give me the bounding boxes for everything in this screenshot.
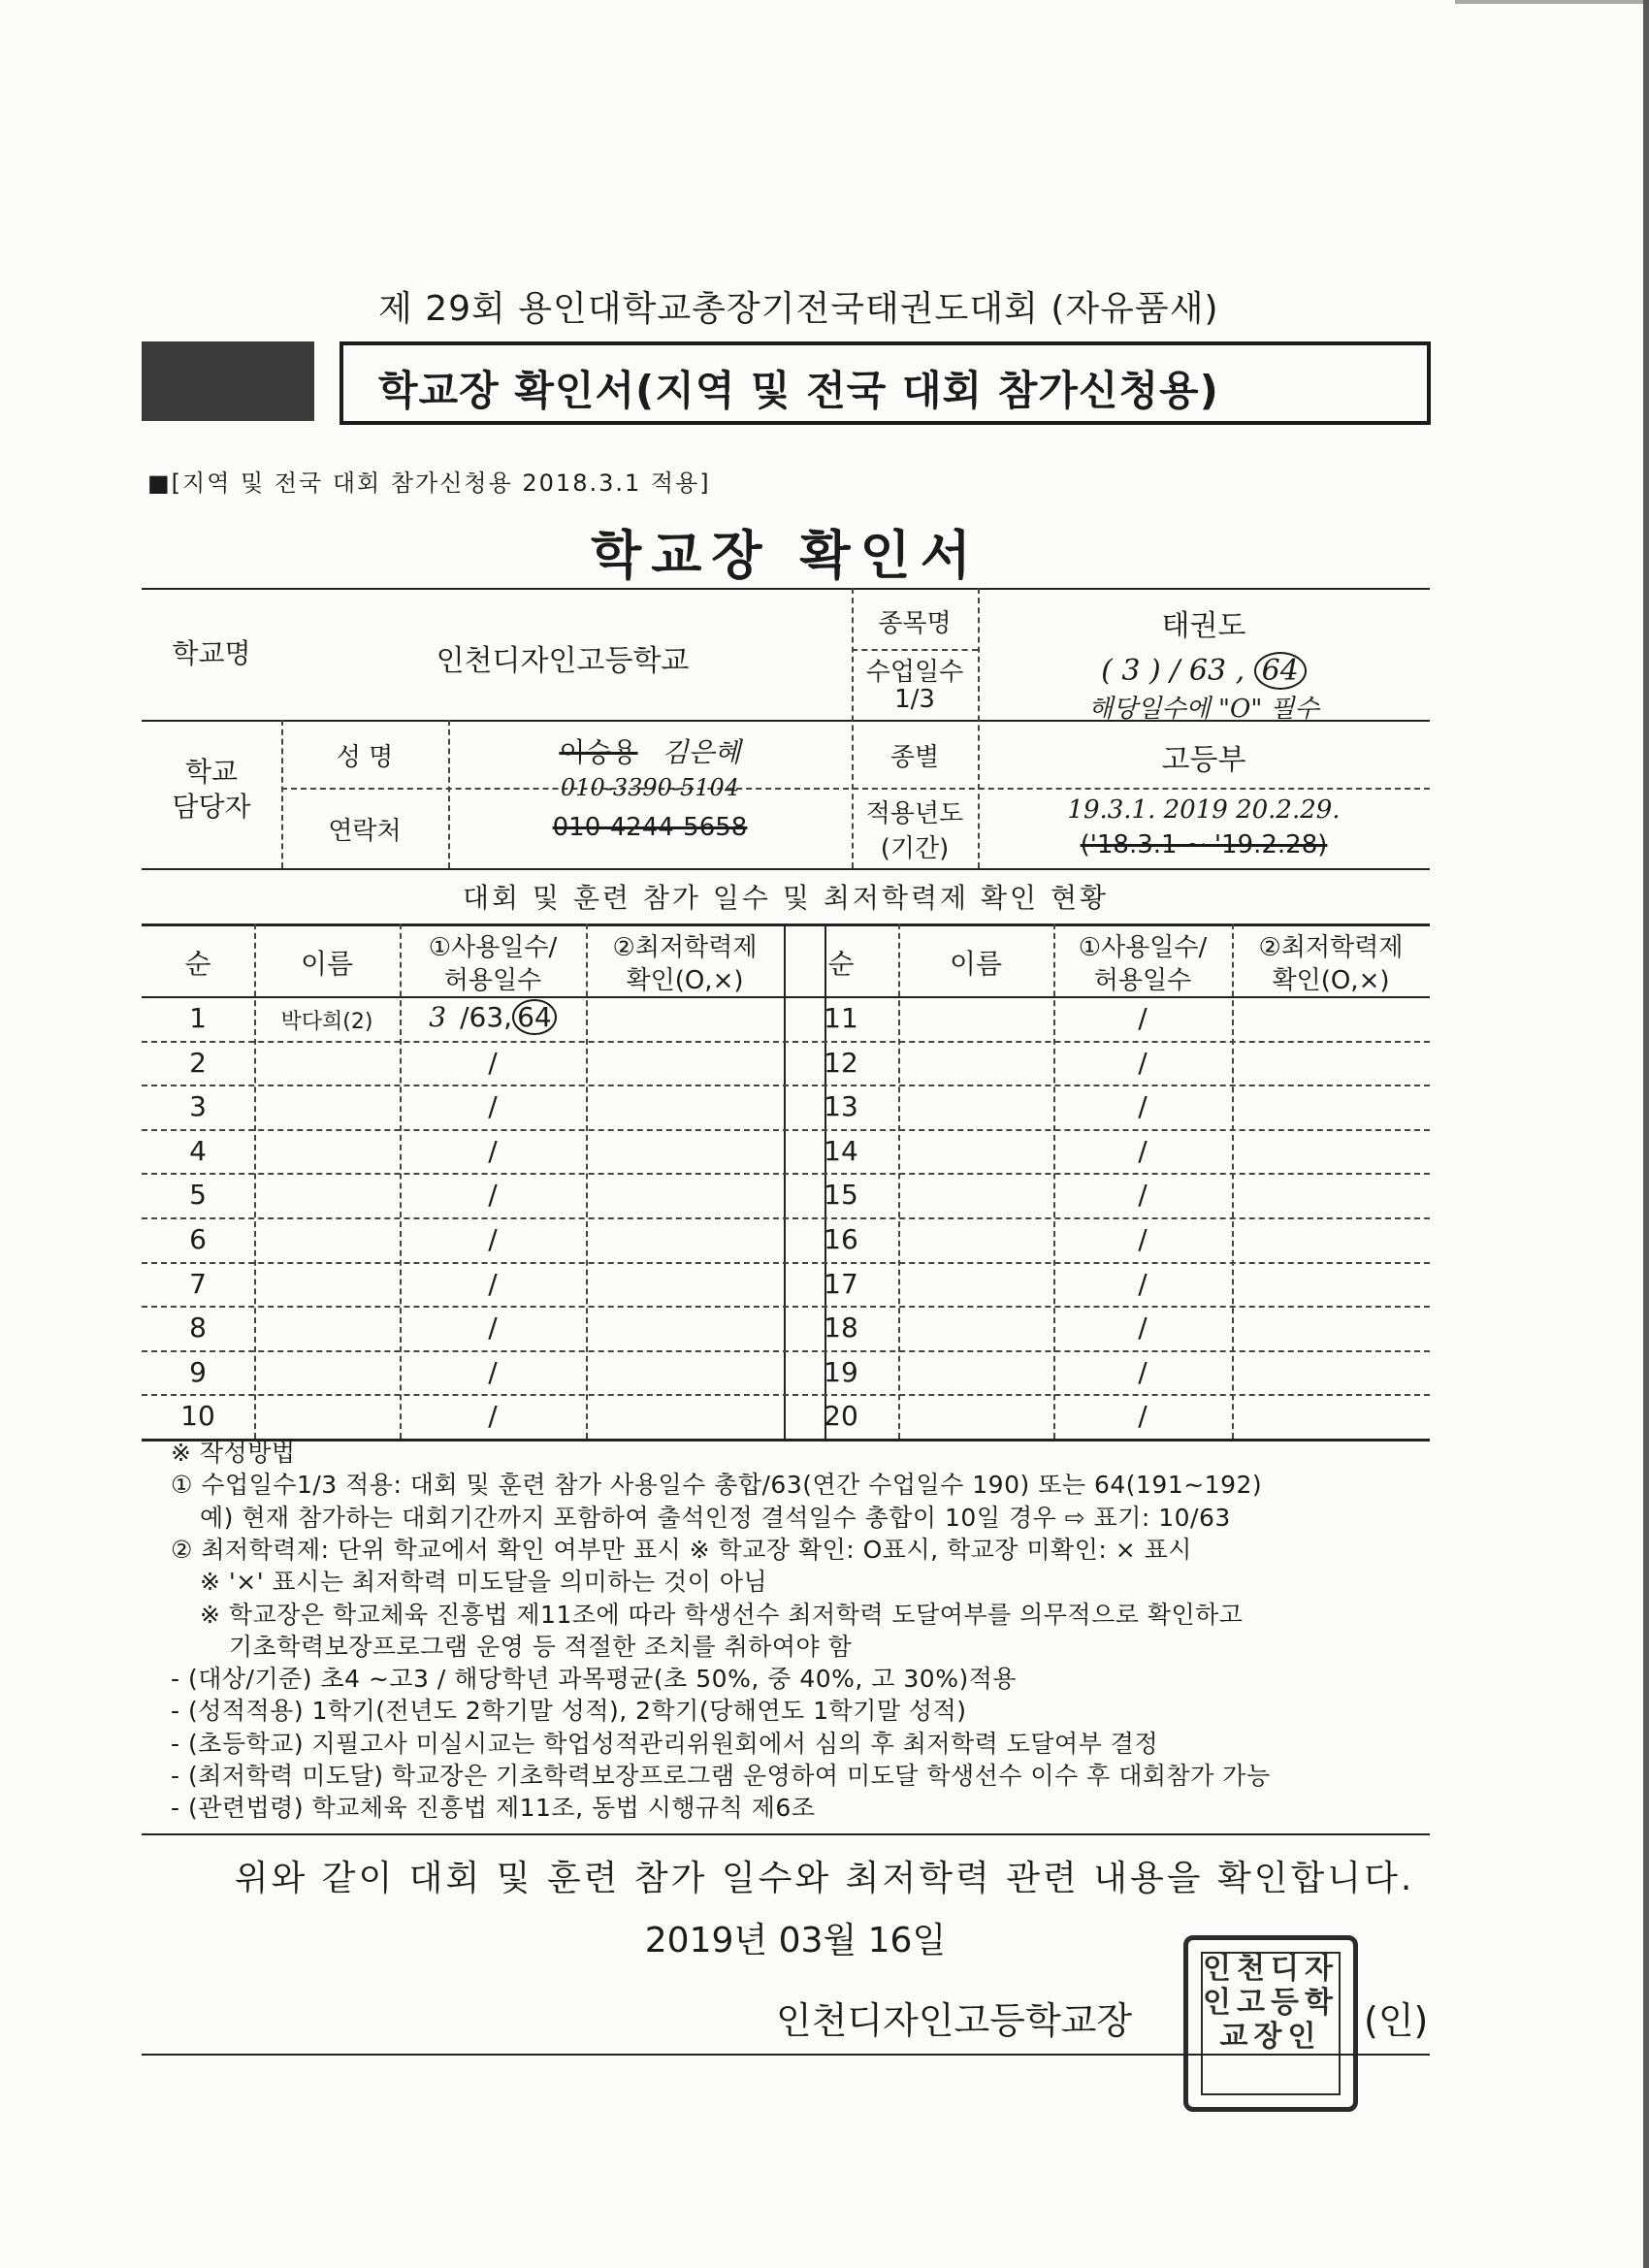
row-1-days: [400, 999, 586, 1035]
row-1-name: 박다희(2): [280, 1010, 373, 1034]
days-slash: /: [488, 1090, 498, 1123]
row-number: 5: [189, 1179, 207, 1212]
days-slash: /: [488, 1179, 498, 1212]
row-number: 11: [824, 1002, 858, 1034]
header-no-left: 순: [184, 948, 211, 980]
note-line: ② 최저학력제: 단위 학교에서 확인 여부만 표시 ※ 학교장 확인: O표시, 학교장 미확인: × 표시: [171, 1535, 1192, 1564]
days-slash: /: [1138, 1002, 1148, 1034]
school-name-value: 인천디자인고등학교: [436, 644, 690, 678]
contact-label: 연락처: [328, 817, 402, 846]
table-section-title: 대회 및 훈련 참가 일수 및 최저학력제 확인 현황: [462, 882, 1110, 914]
school-seal-text: 인천디자인고등학교장인: [1203, 1952, 1339, 2054]
row-divider: [142, 1041, 1430, 1043]
signer-name: 인천디자인고등학교장: [776, 1999, 1133, 2042]
row-divider: [142, 1350, 1430, 1352]
row-1-allowed: /63,: [460, 1001, 513, 1033]
row-number: 15: [824, 1179, 858, 1212]
row-1-circled: 64: [512, 999, 557, 1035]
contact-handwritten: 010-3390-5104: [560, 774, 740, 801]
header-check-left-1: ②최저학력제: [612, 933, 758, 962]
period-struck: ('18.3.1 ~ '19.2.28): [1080, 830, 1328, 859]
class-days-note: 해당일수에 "O" 필수: [1088, 695, 1319, 724]
row-number: 14: [824, 1134, 858, 1167]
days-slash: /: [1138, 1134, 1148, 1167]
notes-heading: ※ 작성방법: [171, 1439, 296, 1467]
row-number: 3: [189, 1090, 207, 1123]
class-days-label-1: 수업일수: [865, 658, 964, 687]
row-number: 13: [824, 1090, 858, 1123]
staff-label-1: 학교: [184, 756, 239, 788]
note-line: ① 수업일수1/3 적용: 대회 및 훈련 참가 사용일수 총합/63(연간 수업일수 190) 또는 64(191~192): [171, 1471, 1263, 1500]
class-days-value: [978, 652, 1430, 690]
scan-edge-top: [1455, 0, 1649, 4]
sport-label: 종목명: [878, 609, 952, 638]
note-line: 예) 현재 참가하는 대회기간까지 포함하여 출석인정 결석일수 총합이 10일 경우 ⇨ 표기: 10/63: [200, 1503, 1231, 1532]
days-slash: /: [1138, 1400, 1148, 1433]
event-title: 제 29회 용인대학교총장기전국태권도대회 (자유품새): [378, 289, 1219, 329]
row-number: 1: [189, 1002, 207, 1034]
class-days-label-2: 1/3: [894, 685, 935, 714]
note-line: - (초등학교) 지필고사 미실시교는 학업성적관리위원회에서 심의 후 최저학력 도달여부 결정: [171, 1729, 1159, 1758]
seal-mark: (인): [1364, 1999, 1429, 2042]
header-no-right: 순: [827, 948, 855, 980]
header-days-left-1: ①사용일수/: [428, 933, 558, 962]
scan-edge-right: [1643, 0, 1649, 2268]
period-handwritten: 19.3.1. 2019 20.2.29.: [1067, 795, 1341, 825]
staff-name: [448, 731, 852, 770]
header-name-right: 이름: [949, 948, 1003, 980]
header-days-right-2: 허용일수: [1093, 966, 1192, 995]
rule-note: ■[지역 및 전국 대회 참가신청용 2018.3.1 적용]: [147, 470, 711, 497]
days-slash: /: [488, 1223, 498, 1255]
class-days-fraction: ( 3 ) / 63 ,: [1101, 654, 1245, 688]
issue-date: 2019년 03월 16일: [644, 1921, 947, 1960]
form-number-box: [142, 341, 314, 421]
header-days-right-1: ①사용일수/: [1078, 933, 1208, 962]
row-divider: [142, 1306, 1430, 1308]
days-slash: /: [488, 1312, 498, 1345]
header-check-left-2: 확인(O,×): [626, 966, 744, 995]
row-number: 17: [824, 1267, 858, 1300]
period-label-2: (기간): [880, 834, 950, 863]
days-slash: /: [488, 1267, 498, 1300]
row-number: 8: [189, 1312, 207, 1345]
class-days-circled: 64: [1254, 652, 1307, 690]
days-slash: /: [488, 1134, 498, 1167]
note-line: - (대상/기준) 초4 ~고3 / 해당학년 과목평균(초 50%, 중 40%, 고 30%)적용: [171, 1665, 1017, 1694]
note-line: ※ '×' 표시는 최저학력 미도달을 의미하는 것이 아님: [200, 1568, 768, 1597]
days-slash: /: [1138, 1267, 1148, 1300]
note-line: - (최저학력 미도달) 학교장은 기초학력보장프로그램 운영하여 미도달 학생선수 이수 후 대회참가 가능: [171, 1762, 1271, 1790]
period-label-1: 적용년도: [865, 799, 964, 828]
row-divider: [142, 1129, 1430, 1131]
school-name-label: 학교명: [172, 637, 251, 669]
row-divider: [142, 1173, 1430, 1175]
row-number: 20: [824, 1400, 858, 1433]
form-title: 학교장 확인서(지역 및 전국 대회 참가신청용): [378, 367, 1219, 414]
days-slash: /: [488, 1046, 498, 1079]
header-name-left: 이름: [300, 948, 354, 980]
days-slash: /: [488, 1400, 498, 1433]
row-1-used: 3: [429, 1001, 447, 1033]
days-slash: /: [1138, 1046, 1148, 1079]
division-value: 고등부: [1161, 743, 1246, 777]
row-number: 9: [189, 1355, 207, 1388]
contact-struck: 010-4244-5658: [552, 813, 748, 842]
name-label: 성 명: [336, 743, 394, 772]
note-line: - (관련법령) 학교체육 진흥법 제11조, 동법 시행규칙 제6조: [171, 1794, 816, 1823]
row-number: 19: [824, 1355, 858, 1388]
row-number: 6: [189, 1223, 207, 1255]
row-divider: [142, 1217, 1430, 1219]
note-line: ※ 학교장은 학교체육 진흥법 제11조에 따라 학생선수 최저학력 도달여부를 의무적으로 확인하고: [200, 1600, 1244, 1629]
staff-label-2: 담당자: [172, 791, 251, 823]
document-title: 학교장 확인서: [591, 525, 981, 586]
staff-name-handwritten: 김은혜: [662, 736, 741, 768]
confirm-statement: 위와 같이 대회 및 훈련 참가 일수와 최저학력 관련 내용을 확인합니다.: [234, 1859, 1415, 1898]
row-number: 2: [189, 1046, 207, 1079]
days-slash: /: [1138, 1223, 1148, 1255]
days-slash: /: [1138, 1179, 1148, 1212]
header-check-right-1: ②최저학력제: [1258, 933, 1404, 962]
row-number: 18: [824, 1312, 858, 1345]
row-number: 7: [189, 1267, 207, 1300]
note-line: - (성적적용) 1학기(전년도 2학기말 성적), 2학기(당해연도 1학기말 성적): [171, 1697, 967, 1726]
row-divider: [142, 1394, 1430, 1396]
row-divider: [142, 1085, 1430, 1086]
row-number: 10: [180, 1400, 215, 1433]
row-divider: [142, 1262, 1430, 1264]
note-line: 기초학력보장프로그램 운영 등 적절한 조치를 취하여야 함: [229, 1632, 853, 1661]
days-slash: /: [1138, 1355, 1148, 1388]
row-number: 16: [824, 1223, 858, 1255]
division-label: 종별: [889, 743, 940, 772]
days-slash: /: [1138, 1312, 1148, 1345]
days-slash: /: [1138, 1090, 1148, 1123]
header-days-left-2: 허용일수: [443, 966, 542, 995]
row-number: 12: [824, 1046, 858, 1079]
row-number: 4: [189, 1134, 207, 1167]
staff-name-struck: 이승용: [559, 736, 638, 768]
sport-value: 태권도: [1161, 609, 1246, 643]
header-check-right-2: 확인(O,×): [1272, 966, 1390, 995]
days-slash: /: [488, 1355, 498, 1388]
